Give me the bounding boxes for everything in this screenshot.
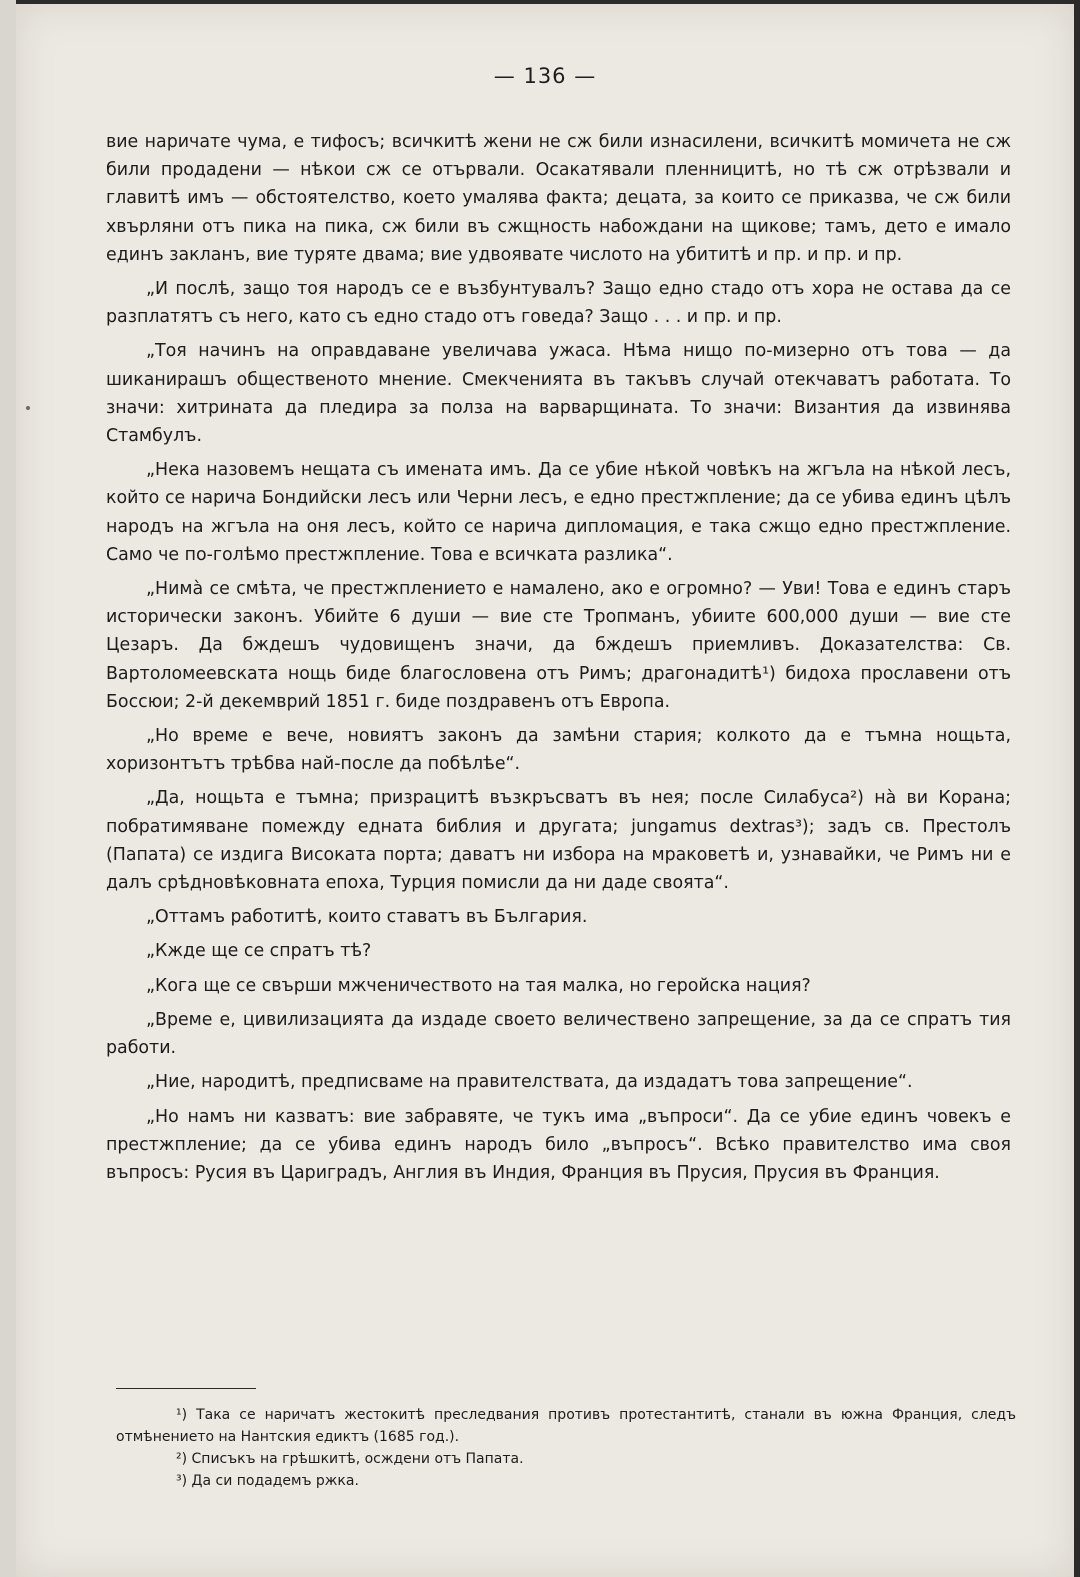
footnote: ¹) Така се наричатъ жестокитѣ преследвания противъ протестантитѣ, станали въ южна Франция, следъ отмѣнението на Нантския едиктъ (1685 год.).	[116, 1407, 1016, 1445]
scan-speck	[26, 406, 30, 410]
paragraph: „Но време е вече, новиятъ законъ да замѣни стария; колкото да е тъмна нощьта, хоризонтътъ трѣбва най-после да побѣлѣе“.	[106, 726, 1011, 775]
footnote-divider	[116, 1388, 256, 1389]
paragraph: „Тоя начинъ на оправдаване увеличава ужаса. Нѣма нищо по-мизерно отъ това — да шиканирашъ общественото мнение. Смекченията въ такъвъ случай отекчаватъ работата. То значи: хитрината да пледира за полза на варварщината. То значи: Византия да извинява Стамбулъ.	[106, 341, 1011, 447]
paragraph: „Ние, народитѣ, предписваме на правителствата, да издадатъ това запрещение“.	[146, 1072, 913, 1093]
body-text	[106, 128, 1011, 1193]
paragraph: „Но намъ ни казватъ: вие забравяте, че тукъ има „въпроси“. Да се убие единъ човекъ е престжпление; да се убива единъ народъ било „въпросъ“. Всѣко правителство има своя въпросъ: Русия въ Цариградъ, Англия въ Индия, Франция въ Прусия, Прусия въ Франция.	[106, 1106, 1011, 1183]
paragraph: „Оттамъ работитѣ, които ставатъ въ България.	[146, 907, 588, 928]
footnote: ³) Да си подадемъ ржка.	[176, 1473, 359, 1489]
book-page	[16, 4, 1074, 1577]
paragraph: „Кжде ще се спратъ тѣ?	[146, 941, 372, 962]
footnote: ²) Списъкъ на грѣшкитѣ, осждени отъ Папата.	[176, 1451, 524, 1467]
paragraph: „Време е, цивилизацията да издаде своето величествено запрещение, за да се спратъ тия работи.	[106, 1009, 1011, 1059]
paragraph: „Да, нощьта е тъмна; призрацитѣ възкръсватъ въ нея; после Силабуса²) нà ви Корана; побратимяване помежду едната библия и другата; jungamus dextras³); задъ св. Престолъ (Папата) се издига Високата порта; даватъ ни избора на мраковетѣ и, узнавайки, че Римъ ни е далъ срѣдновѣковната епоха, Турция помисли да ни даде своята“.	[106, 788, 1011, 894]
footnotes	[116, 1404, 1016, 1492]
paragraph: „И послѣ, защо тоя народъ се е възбунтувалъ? Защо едно стадо отъ хора не остава да се разплатятъ съ него, като съ едно стадо отъ говеда? Защо . . . и пр. и пр.	[106, 279, 1011, 328]
paragraph: „Нимà се смѣта, че престжплението е намалено, ако е огромно? — Уви! Това е единъ старъ исторически законъ. Убийте 6 души — вие сте Тропманъ, убиите 600,000 души — вие сте Цезаръ. Да бждешъ чудовищенъ значи, да бждешъ приемливъ. Доказателства: Св. Вартоломеевската нощь биде благословена отъ Римъ; драгонадитѣ¹) бидоха прославени отъ Боссюи; 2-й декемврий 1851 г. биде поздравенъ отъ Европа.	[106, 579, 1011, 712]
paragraph: вие наричате чума, е тифосъ; всичкитѣ жени не сж били изнасилени, всичкитѣ момичета не сж били продадени — нѣкои сж се отървали. Осакатявали пленницитѣ, но тѣ сж отрѣзвали и главитѣ имъ — обстоятелство, което умалява факта; децата, за които се приказва, че сж били хвърляни отъ пика на пика, сж били въ сжщность набождани на щикове; тамъ, дето е имало единъ закланъ, вие туряте двама; вие удвоявате числото на убититѣ и пр. и пр. и пр.	[106, 132, 1011, 265]
scan-edge	[0, 0, 16, 1577]
paragraph: „Кога ще се свърши мжченичеството на тая малка, но геройска нация?	[146, 975, 811, 996]
paragraph: „Нека назовемъ нещата съ имената имъ. Да се убие нѣкой човѣкъ на жгъла на нѣкой лесъ, който се нарича Бондийски лесъ или Черни лесъ, е едно престжпление; да се убива единъ цѣлъ народъ на жгъла на оня лесъ, който се нарича дипломация, е така сжщо едно престжпление. Само че по-голѣмо престжпление. Това е всичката разлика“.	[106, 460, 1011, 565]
page-number: — 136 —	[493, 64, 597, 88]
